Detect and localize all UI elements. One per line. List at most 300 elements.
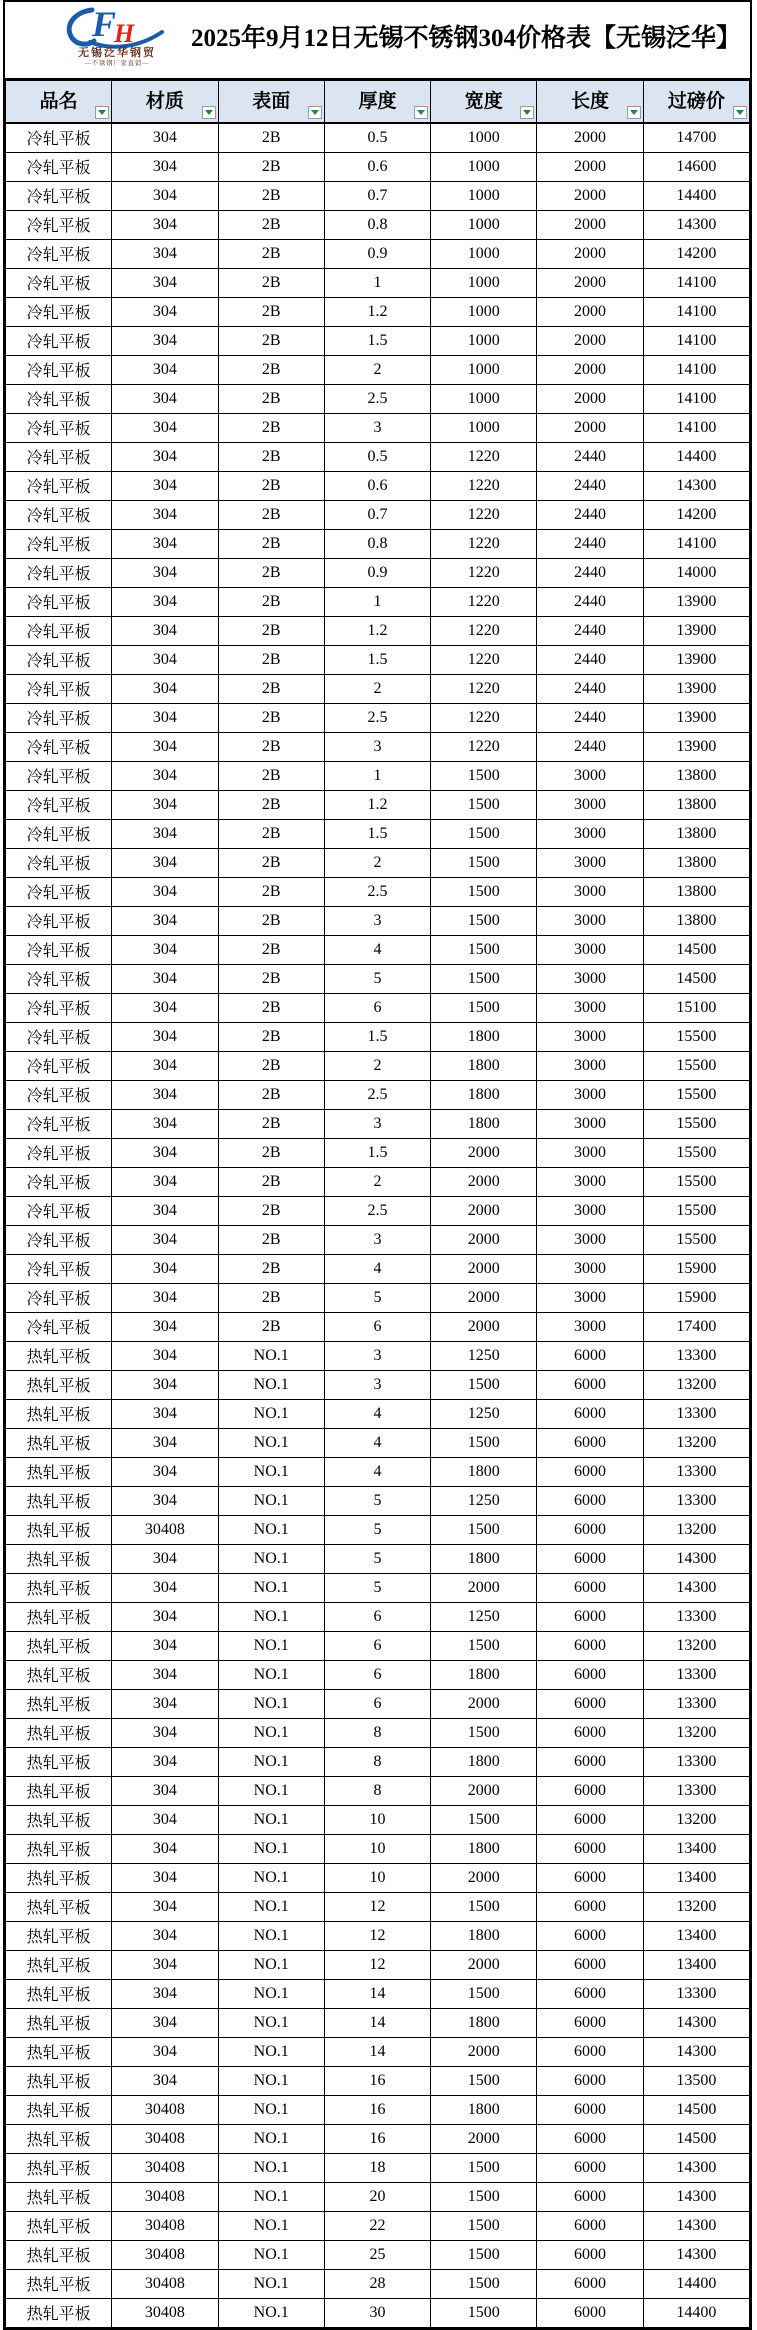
cell-price: 14300 xyxy=(643,2008,749,2037)
cell-material: 30408 xyxy=(112,2298,218,2327)
cell-thickness: 4 xyxy=(324,1254,430,1283)
cell-length: 3000 xyxy=(537,1022,643,1051)
cell-length: 2440 xyxy=(537,558,643,587)
title-banner xyxy=(5,2,750,80)
cell-thickness: 10 xyxy=(324,1863,430,1892)
cell-width: 1800 xyxy=(431,1022,537,1051)
cell-surface: 2B xyxy=(218,384,324,413)
table-row xyxy=(6,819,750,848)
cell-surface: NO.1 xyxy=(218,2153,324,2182)
cell-thickness: 2 xyxy=(324,1051,430,1080)
cell-surface: 2B xyxy=(218,819,324,848)
cell-surface: NO.1 xyxy=(218,1863,324,1892)
cell-material: 304 xyxy=(112,1457,218,1486)
cell-thickness: 2.5 xyxy=(324,1080,430,1109)
filter-dropdown-icon[interactable] xyxy=(202,106,216,119)
cell-thickness: 0.7 xyxy=(324,181,430,210)
cell-length: 6000 xyxy=(537,2095,643,2124)
cell-thickness: 18 xyxy=(324,2153,430,2182)
cell-width: 1500 xyxy=(431,1718,537,1747)
table-row xyxy=(6,442,750,471)
table-row xyxy=(6,1225,750,1254)
cell-material: 304 xyxy=(112,326,218,355)
cell-length: 6000 xyxy=(537,1399,643,1428)
table-row xyxy=(6,1834,750,1863)
cell-length: 6000 xyxy=(537,1921,643,1950)
table-row xyxy=(6,2298,750,2327)
cell-material: 304 xyxy=(112,1022,218,1051)
cell-width: 1250 xyxy=(431,1399,537,1428)
table-row xyxy=(6,2211,750,2240)
cell-material: 30408 xyxy=(112,2153,218,2182)
cell-thickness: 3 xyxy=(324,413,430,442)
cell-product: 冷轧平板 xyxy=(6,239,112,268)
cell-length: 3000 xyxy=(537,1109,643,1138)
table-row xyxy=(6,181,750,210)
cell-width: 1800 xyxy=(431,2008,537,2037)
cell-product: 冷轧平板 xyxy=(6,529,112,558)
cell-material: 304 xyxy=(112,819,218,848)
cell-thickness: 3 xyxy=(324,1370,430,1399)
table-row xyxy=(6,587,750,616)
table-row xyxy=(6,2124,750,2153)
cell-price: 13800 xyxy=(643,761,749,790)
cell-length: 3000 xyxy=(537,1225,643,1254)
table-row xyxy=(6,210,750,239)
cell-material: 304 xyxy=(112,1718,218,1747)
cell-material: 304 xyxy=(112,442,218,471)
cell-product: 冷轧平板 xyxy=(6,558,112,587)
cell-width: 2000 xyxy=(431,1138,537,1167)
cell-price: 14500 xyxy=(643,964,749,993)
cell-surface: NO.1 xyxy=(218,2037,324,2066)
cell-surface: 2B xyxy=(218,442,324,471)
cell-thickness: 16 xyxy=(324,2095,430,2124)
table-row xyxy=(6,2269,750,2298)
cell-thickness: 2 xyxy=(324,848,430,877)
cell-price: 13900 xyxy=(643,674,749,703)
cell-surface: 2B xyxy=(218,1196,324,1225)
cell-product: 热轧平板 xyxy=(6,1370,112,1399)
cell-product: 热轧平板 xyxy=(6,2066,112,2095)
cell-material: 304 xyxy=(112,1631,218,1660)
cell-product: 热轧平板 xyxy=(6,1573,112,1602)
cell-length: 6000 xyxy=(537,1341,643,1370)
table-row xyxy=(6,732,750,761)
price-table xyxy=(5,80,750,2328)
cell-surface: 2B xyxy=(218,268,324,297)
cell-product: 冷轧平板 xyxy=(6,297,112,326)
cell-product: 冷轧平板 xyxy=(6,1051,112,1080)
cell-length: 3000 xyxy=(537,935,643,964)
cell-thickness: 10 xyxy=(324,1805,430,1834)
cell-price: 13200 xyxy=(643,1370,749,1399)
cell-width: 1500 xyxy=(431,2269,537,2298)
cell-product: 冷轧平板 xyxy=(6,616,112,645)
cell-thickness: 6 xyxy=(324,1312,430,1341)
cell-surface: 2B xyxy=(218,790,324,819)
cell-length: 6000 xyxy=(537,1689,643,1718)
cell-price: 15500 xyxy=(643,1225,749,1254)
cell-surface: 2B xyxy=(218,326,324,355)
table-row xyxy=(6,1457,750,1486)
cell-width: 1500 xyxy=(431,964,537,993)
cell-width: 2000 xyxy=(431,1573,537,1602)
cell-length: 3000 xyxy=(537,1196,643,1225)
cell-surface: 2B xyxy=(218,1138,324,1167)
cell-material: 304 xyxy=(112,2008,218,2037)
table-row xyxy=(6,1660,750,1689)
cell-product: 热轧平板 xyxy=(6,1689,112,1718)
cell-material: 304 xyxy=(112,1283,218,1312)
cell-price: 13400 xyxy=(643,1950,749,1979)
column-header-caizhi xyxy=(112,81,218,124)
table-row xyxy=(6,1689,750,1718)
cell-price: 14100 xyxy=(643,529,749,558)
cell-surface: 2B xyxy=(218,181,324,210)
cell-price: 13900 xyxy=(643,703,749,732)
filter-dropdown-icon[interactable] xyxy=(308,106,322,119)
cell-price: 14400 xyxy=(643,442,749,471)
cell-surface: NO.1 xyxy=(218,1428,324,1457)
cell-thickness: 2 xyxy=(324,355,430,384)
cell-product: 冷轧平板 xyxy=(6,587,112,616)
cell-surface: 2B xyxy=(218,645,324,674)
cell-thickness: 5 xyxy=(324,1283,430,1312)
table-row xyxy=(6,645,750,674)
cell-material: 304 xyxy=(112,935,218,964)
cell-price: 13400 xyxy=(643,1834,749,1863)
cell-width: 1220 xyxy=(431,558,537,587)
cell-price: 13200 xyxy=(643,1805,749,1834)
cell-thickness: 0.7 xyxy=(324,500,430,529)
cell-material: 304 xyxy=(112,877,218,906)
table-row xyxy=(6,413,750,442)
cell-price: 13300 xyxy=(643,1660,749,1689)
cell-product: 热轧平板 xyxy=(6,1544,112,1573)
cell-surface: NO.1 xyxy=(218,2240,324,2269)
cell-width: 2000 xyxy=(431,1283,537,1312)
table-row xyxy=(6,761,750,790)
cell-material: 304 xyxy=(112,471,218,500)
company-logo xyxy=(53,4,181,68)
cell-surface: NO.1 xyxy=(218,1689,324,1718)
cell-price: 13300 xyxy=(643,1486,749,1515)
cell-width: 1000 xyxy=(431,181,537,210)
cell-material: 304 xyxy=(112,123,218,152)
cell-price: 13400 xyxy=(643,1863,749,1892)
table-row xyxy=(6,703,750,732)
table-row xyxy=(6,906,750,935)
filter-dropdown-icon[interactable] xyxy=(520,106,534,119)
cell-length: 2000 xyxy=(537,268,643,297)
table-row xyxy=(6,1892,750,1921)
cell-price: 15100 xyxy=(643,993,749,1022)
cell-material: 304 xyxy=(112,732,218,761)
table-row xyxy=(6,2240,750,2269)
cell-price: 14100 xyxy=(643,268,749,297)
cell-thickness: 8 xyxy=(324,1718,430,1747)
cell-material: 304 xyxy=(112,2066,218,2095)
cell-length: 3000 xyxy=(537,1138,643,1167)
cell-product: 冷轧平板 xyxy=(6,964,112,993)
cell-material: 304 xyxy=(112,1138,218,1167)
cell-surface: 2B xyxy=(218,964,324,993)
cell-price: 14400 xyxy=(643,2269,749,2298)
cell-surface: 2B xyxy=(218,123,324,152)
cell-price: 13200 xyxy=(643,1428,749,1457)
cell-width: 1500 xyxy=(431,935,537,964)
cell-surface: 2B xyxy=(218,1022,324,1051)
cell-thickness: 2.5 xyxy=(324,384,430,413)
cell-material: 304 xyxy=(112,1689,218,1718)
filter-dropdown-icon[interactable] xyxy=(95,106,109,119)
cell-length: 3000 xyxy=(537,993,643,1022)
cell-surface: 2B xyxy=(218,1312,324,1341)
cell-thickness: 5 xyxy=(324,1486,430,1515)
cell-material: 304 xyxy=(112,1863,218,1892)
cell-product: 冷轧平板 xyxy=(6,1196,112,1225)
cell-length: 6000 xyxy=(537,1515,643,1544)
cell-product: 冷轧平板 xyxy=(6,471,112,500)
cell-price: 15500 xyxy=(643,1051,749,1080)
cell-price: 13900 xyxy=(643,616,749,645)
column-header-label: 长度 xyxy=(571,91,610,112)
cell-length: 2440 xyxy=(537,471,643,500)
cell-thickness: 1.5 xyxy=(324,819,430,848)
cell-product: 冷轧平板 xyxy=(6,500,112,529)
cell-product: 冷轧平板 xyxy=(6,877,112,906)
cell-width: 1500 xyxy=(431,877,537,906)
cell-length: 2440 xyxy=(537,703,643,732)
cell-price: 15500 xyxy=(643,1080,749,1109)
cell-thickness: 0.8 xyxy=(324,210,430,239)
cell-width: 1800 xyxy=(431,1660,537,1689)
cell-price: 13300 xyxy=(643,1602,749,1631)
cell-material: 30408 xyxy=(112,2124,218,2153)
cell-product: 热轧平板 xyxy=(6,1979,112,2008)
cell-width: 1220 xyxy=(431,616,537,645)
table-row xyxy=(6,1718,750,1747)
cell-thickness: 16 xyxy=(324,2124,430,2153)
cell-product: 热轧平板 xyxy=(6,2095,112,2124)
cell-surface: NO.1 xyxy=(218,1660,324,1689)
cell-surface: 2B xyxy=(218,674,324,703)
cell-surface: 2B xyxy=(218,877,324,906)
cell-price: 14100 xyxy=(643,297,749,326)
cell-length: 3000 xyxy=(537,848,643,877)
cell-length: 2000 xyxy=(537,210,643,239)
column-header-pinming xyxy=(6,81,112,124)
table-row xyxy=(6,500,750,529)
cell-surface: 2B xyxy=(218,761,324,790)
cell-price: 14100 xyxy=(643,355,749,384)
cell-length: 3000 xyxy=(537,1167,643,1196)
cell-length: 6000 xyxy=(537,2124,643,2153)
cell-material: 304 xyxy=(112,964,218,993)
cell-surface: NO.1 xyxy=(218,1892,324,1921)
cell-price: 13900 xyxy=(643,645,749,674)
cell-thickness: 30 xyxy=(324,2298,430,2327)
cell-price: 17400 xyxy=(643,1312,749,1341)
cell-material: 304 xyxy=(112,1341,218,1370)
cell-width: 1800 xyxy=(431,1457,537,1486)
cell-product: 冷轧平板 xyxy=(6,326,112,355)
cell-surface: 2B xyxy=(218,1283,324,1312)
cell-length: 2000 xyxy=(537,326,643,355)
column-header-label: 厚度 xyxy=(358,91,397,112)
cell-material: 304 xyxy=(112,1660,218,1689)
cell-product: 热轧平板 xyxy=(6,1805,112,1834)
filter-dropdown-icon[interactable] xyxy=(627,106,641,119)
cell-width: 1500 xyxy=(431,1428,537,1457)
cell-material: 304 xyxy=(112,1399,218,1428)
cell-width: 1500 xyxy=(431,2066,537,2095)
cell-product: 热轧平板 xyxy=(6,1515,112,1544)
cell-surface: 2B xyxy=(218,906,324,935)
header-row xyxy=(6,81,750,124)
cell-surface: 2B xyxy=(218,703,324,732)
cell-thickness: 1.5 xyxy=(324,645,430,674)
cell-length: 6000 xyxy=(537,1602,643,1631)
cell-thickness: 1.2 xyxy=(324,297,430,326)
cell-surface: NO.1 xyxy=(218,1515,324,1544)
column-header-biaomian xyxy=(218,81,324,124)
cell-material: 304 xyxy=(112,1167,218,1196)
cell-product: 热轧平板 xyxy=(6,1631,112,1660)
cell-length: 3000 xyxy=(537,1283,643,1312)
cell-length: 6000 xyxy=(537,1776,643,1805)
cell-material: 304 xyxy=(112,1747,218,1776)
cell-width: 1800 xyxy=(431,1834,537,1863)
cell-material: 304 xyxy=(112,703,218,732)
cell-surface: NO.1 xyxy=(218,1457,324,1486)
cell-price: 14100 xyxy=(643,384,749,413)
cell-material: 304 xyxy=(112,674,218,703)
cell-width: 1500 xyxy=(431,848,537,877)
cell-thickness: 6 xyxy=(324,993,430,1022)
table-row xyxy=(6,239,750,268)
cell-product: 冷轧平板 xyxy=(6,384,112,413)
cell-length: 6000 xyxy=(537,2211,643,2240)
cell-product: 冷轧平板 xyxy=(6,1225,112,1254)
cell-width: 1500 xyxy=(431,993,537,1022)
cell-length: 6000 xyxy=(537,2269,643,2298)
cell-surface: 2B xyxy=(218,297,324,326)
cell-product: 热轧平板 xyxy=(6,1428,112,1457)
cell-length: 3000 xyxy=(537,1312,643,1341)
table-row xyxy=(6,790,750,819)
cell-width: 1000 xyxy=(431,210,537,239)
cell-material: 304 xyxy=(112,268,218,297)
column-header-houdu xyxy=(324,81,430,124)
cell-width: 1000 xyxy=(431,268,537,297)
cell-length: 6000 xyxy=(537,1486,643,1515)
cell-product: 热轧平板 xyxy=(6,1399,112,1428)
cell-surface: NO.1 xyxy=(218,1399,324,1428)
cell-surface: NO.1 xyxy=(218,1950,324,1979)
cell-product: 热轧平板 xyxy=(6,1602,112,1631)
cell-thickness: 22 xyxy=(324,2211,430,2240)
cell-length: 2000 xyxy=(537,297,643,326)
cell-length: 6000 xyxy=(537,2153,643,2182)
cell-material: 304 xyxy=(112,1602,218,1631)
cell-thickness: 12 xyxy=(324,1921,430,1950)
cell-price: 15500 xyxy=(643,1022,749,1051)
cell-price: 13800 xyxy=(643,819,749,848)
cell-width: 2000 xyxy=(431,1196,537,1225)
cell-width: 1500 xyxy=(431,906,537,935)
cell-width: 2000 xyxy=(431,1950,537,1979)
cell-material: 304 xyxy=(112,1370,218,1399)
cell-length: 2000 xyxy=(537,123,643,152)
cell-thickness: 4 xyxy=(324,1457,430,1486)
cell-surface: 2B xyxy=(218,558,324,587)
cell-product: 热轧平板 xyxy=(6,1486,112,1515)
cell-price: 13800 xyxy=(643,790,749,819)
table-row xyxy=(6,529,750,558)
cell-thickness: 25 xyxy=(324,2240,430,2269)
cell-price: 14300 xyxy=(643,2182,749,2211)
table-row xyxy=(6,935,750,964)
cell-surface: 2B xyxy=(218,1254,324,1283)
cell-width: 1250 xyxy=(431,1341,537,1370)
cell-surface: NO.1 xyxy=(218,1805,324,1834)
table-row xyxy=(6,1196,750,1225)
cell-length: 3000 xyxy=(537,877,643,906)
cell-thickness: 3 xyxy=(324,1341,430,1370)
cell-price: 13300 xyxy=(643,1979,749,2008)
cell-price: 14300 xyxy=(643,1573,749,1602)
cell-length: 2000 xyxy=(537,152,643,181)
table-row xyxy=(6,877,750,906)
cell-thickness: 5 xyxy=(324,1515,430,1544)
cell-price: 14300 xyxy=(643,1544,749,1573)
cell-material: 304 xyxy=(112,355,218,384)
cell-price: 14300 xyxy=(643,2240,749,2269)
table-row xyxy=(6,1022,750,1051)
cell-price: 15500 xyxy=(643,1138,749,1167)
cell-price: 14200 xyxy=(643,500,749,529)
cell-width: 1000 xyxy=(431,239,537,268)
cell-width: 1500 xyxy=(431,2182,537,2211)
cell-product: 热轧平板 xyxy=(6,1747,112,1776)
cell-thickness: 5 xyxy=(324,1573,430,1602)
filter-dropdown-icon[interactable] xyxy=(414,106,428,119)
cell-thickness: 4 xyxy=(324,935,430,964)
cell-surface: NO.1 xyxy=(218,1486,324,1515)
cell-product: 热轧平板 xyxy=(6,1950,112,1979)
cell-width: 2000 xyxy=(431,1776,537,1805)
cell-product: 热轧平板 xyxy=(6,2182,112,2211)
cell-price: 13400 xyxy=(643,1921,749,1950)
cell-product: 冷轧平板 xyxy=(6,1080,112,1109)
cell-price: 14500 xyxy=(643,2124,749,2153)
cell-length: 6000 xyxy=(537,2240,643,2269)
table-row xyxy=(6,2037,750,2066)
cell-material: 304 xyxy=(112,1776,218,1805)
cell-product: 冷轧平板 xyxy=(6,645,112,674)
cell-material: 304 xyxy=(112,1834,218,1863)
cell-price: 14600 xyxy=(643,152,749,181)
cell-thickness: 12 xyxy=(324,1950,430,1979)
column-header-label: 过磅价 xyxy=(667,91,725,112)
cell-thickness: 4 xyxy=(324,1428,430,1457)
filter-dropdown-icon[interactable] xyxy=(733,106,747,119)
column-header-changdu xyxy=(537,81,643,124)
cell-length: 6000 xyxy=(537,1834,643,1863)
cell-material: 304 xyxy=(112,1428,218,1457)
